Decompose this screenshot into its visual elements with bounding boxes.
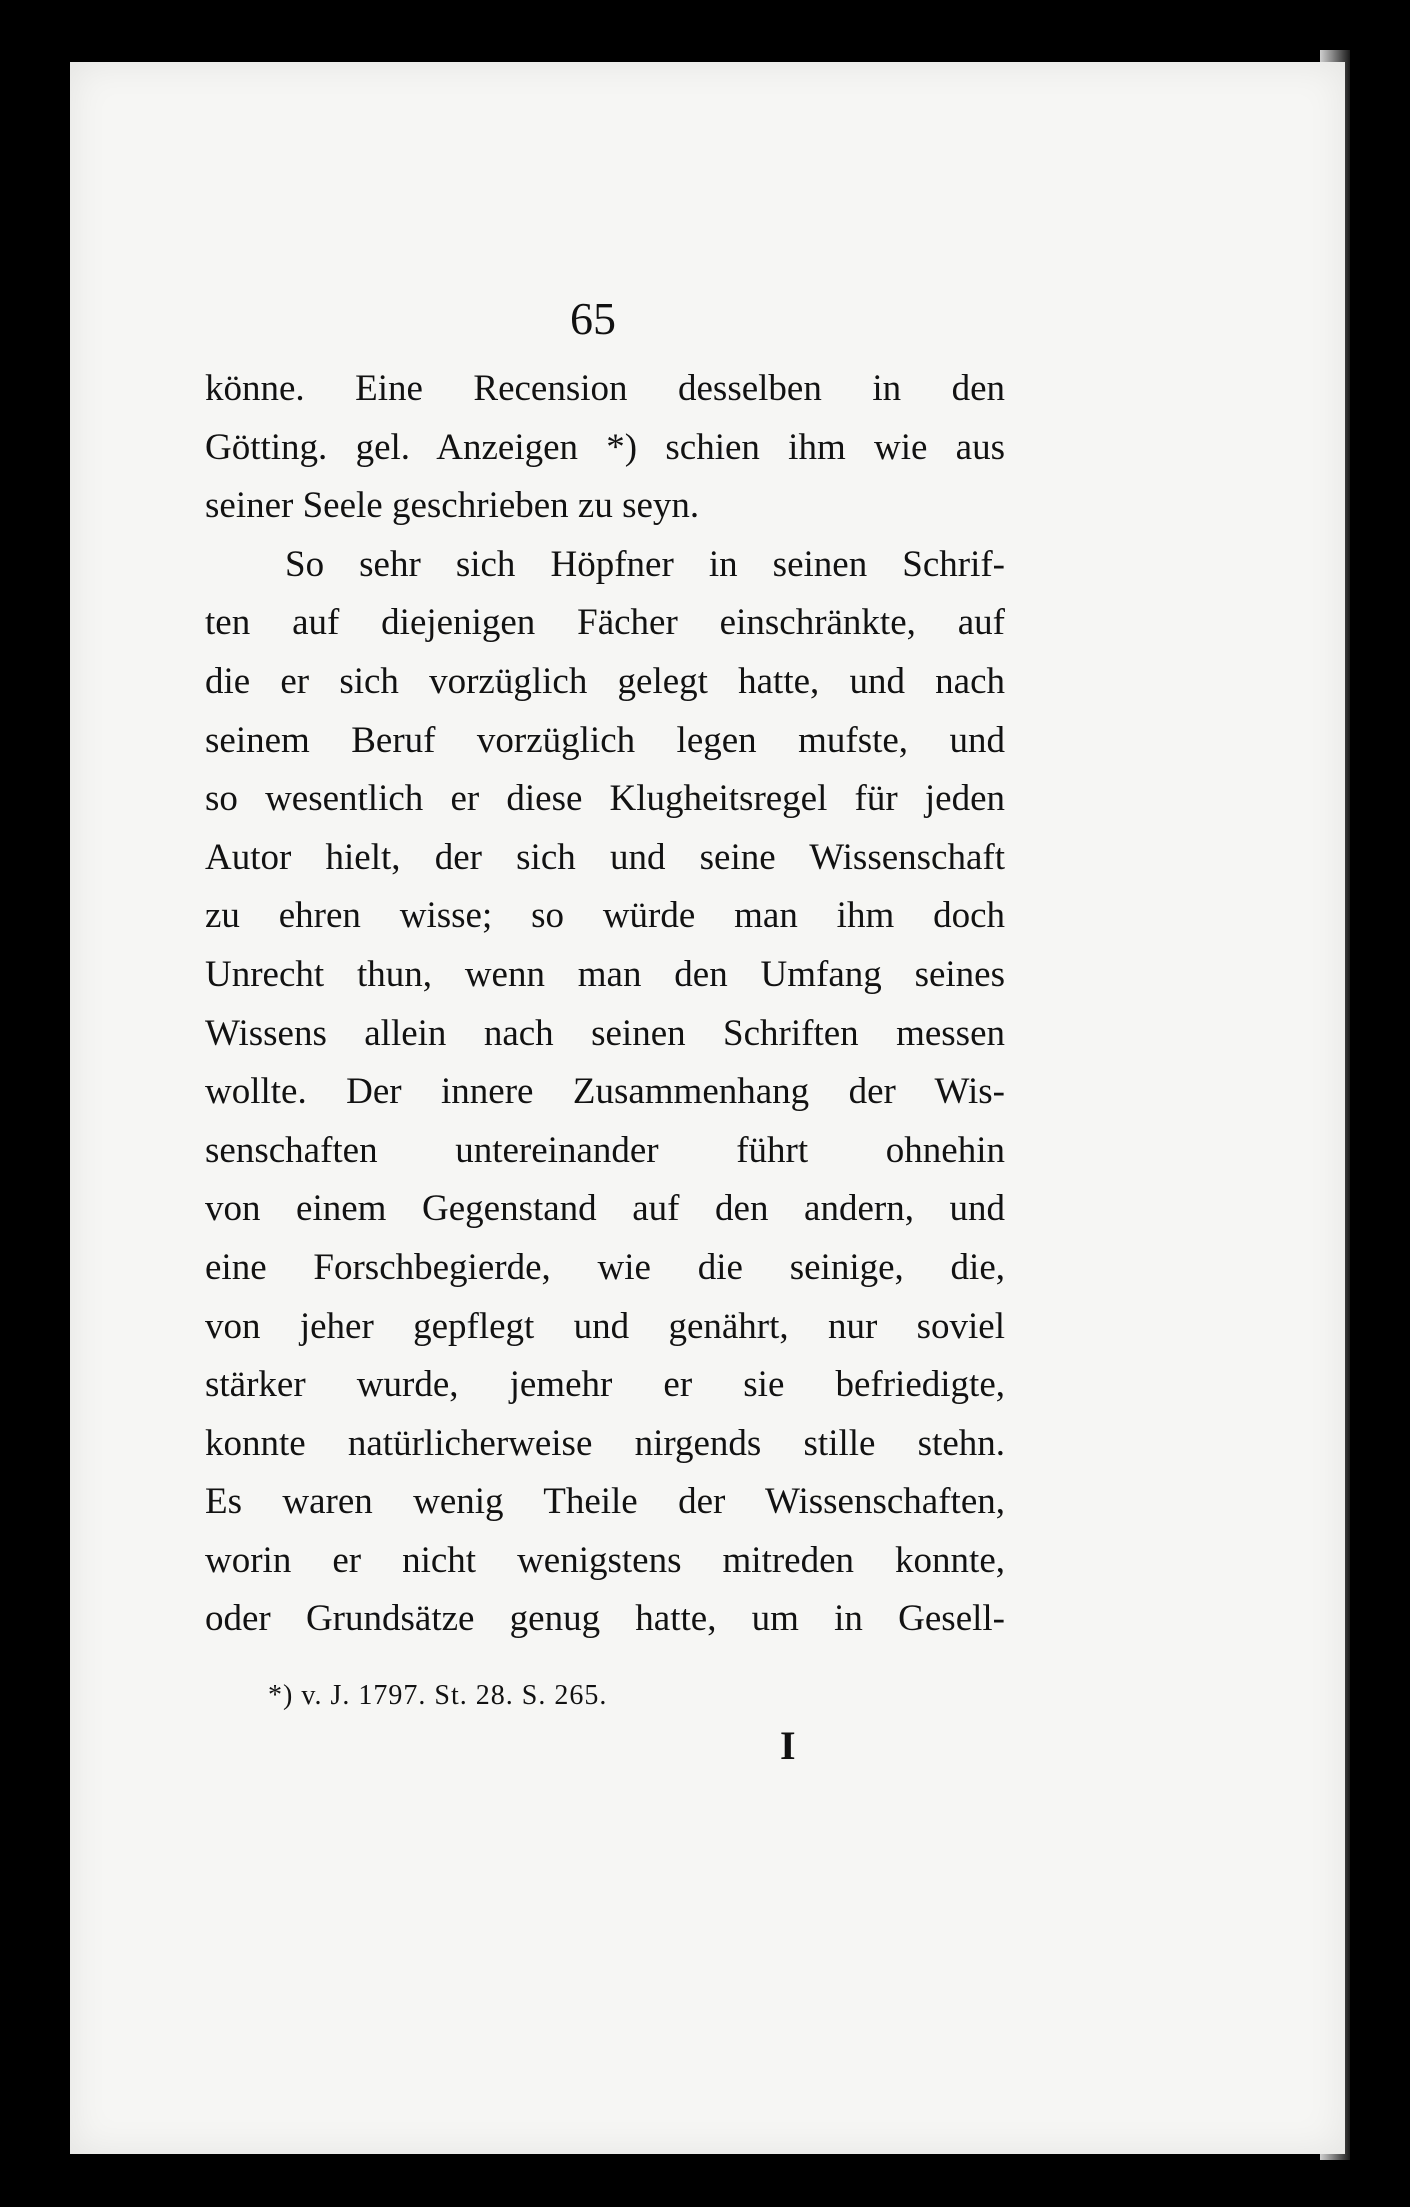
text-line: von jeher gepflegt und genährt, nur soviel — [205, 1305, 1005, 1347]
text-line: zu ehren wisse; so würde man ihm doch — [205, 895, 1005, 937]
text-line: so wesentlich er diese Klugheitsregel für jeden — [205, 778, 1005, 820]
footnote: *) v. J. 1797. St. 28. S. 265. — [268, 1680, 608, 1711]
text-line: worin er nicht wenigstens mitreden konnte, — [205, 1539, 1005, 1581]
text-line: von einem Gegenstand auf den andern, und — [205, 1188, 1005, 1230]
text-line: eine Forschbegierde, wie die seinige, die, — [205, 1246, 1005, 1288]
body-text — [205, 360, 1005, 1649]
text-line: oder Grundsätze genug hatte, um in Gesell- — [205, 1598, 1005, 1640]
page-number: 65 — [570, 293, 616, 344]
text-line: Unrecht thun, wenn man den Umfang seines — [205, 953, 1005, 995]
text-line: wollte. Der innere Zusammenhang der Wis- — [205, 1071, 1005, 1113]
text-line: Es waren wenig Theile der Wissenschaften, — [205, 1481, 1005, 1523]
text-line: Autor hielt, der sich und seine Wissenschaft — [205, 836, 1005, 878]
text-line: die er sich vorzüglich gelegt hatte, und nach — [205, 660, 1005, 702]
text-line: So sehr sich Höpfner in seinen Schrif- — [285, 543, 1005, 585]
text-line: Wissens allein nach seinen Schriften messen — [205, 1012, 1005, 1054]
text-line: seinem Beruf vorzüglich legen mufste, und — [205, 719, 1005, 761]
text-line: seiner Seele geschrieben zu seyn. — [205, 485, 700, 527]
text-line: ten auf diejenigen Fächer einschränkte, auf — [205, 602, 1005, 644]
text-line: konnte natürlicherweise nirgends stille stehn. — [205, 1422, 1005, 1464]
signature-mark: I — [780, 1723, 796, 1768]
text-line: Götting. gel. Anzeigen *) schien ihm wie aus — [205, 426, 1005, 468]
text-line: könne. Eine Recension desselben in den — [205, 368, 1005, 409]
text-line: senschaften untereinander führt ohnehin — [205, 1129, 1005, 1171]
text-line: stärker wurde, jemehr er sie befriedigte, — [205, 1364, 1005, 1406]
